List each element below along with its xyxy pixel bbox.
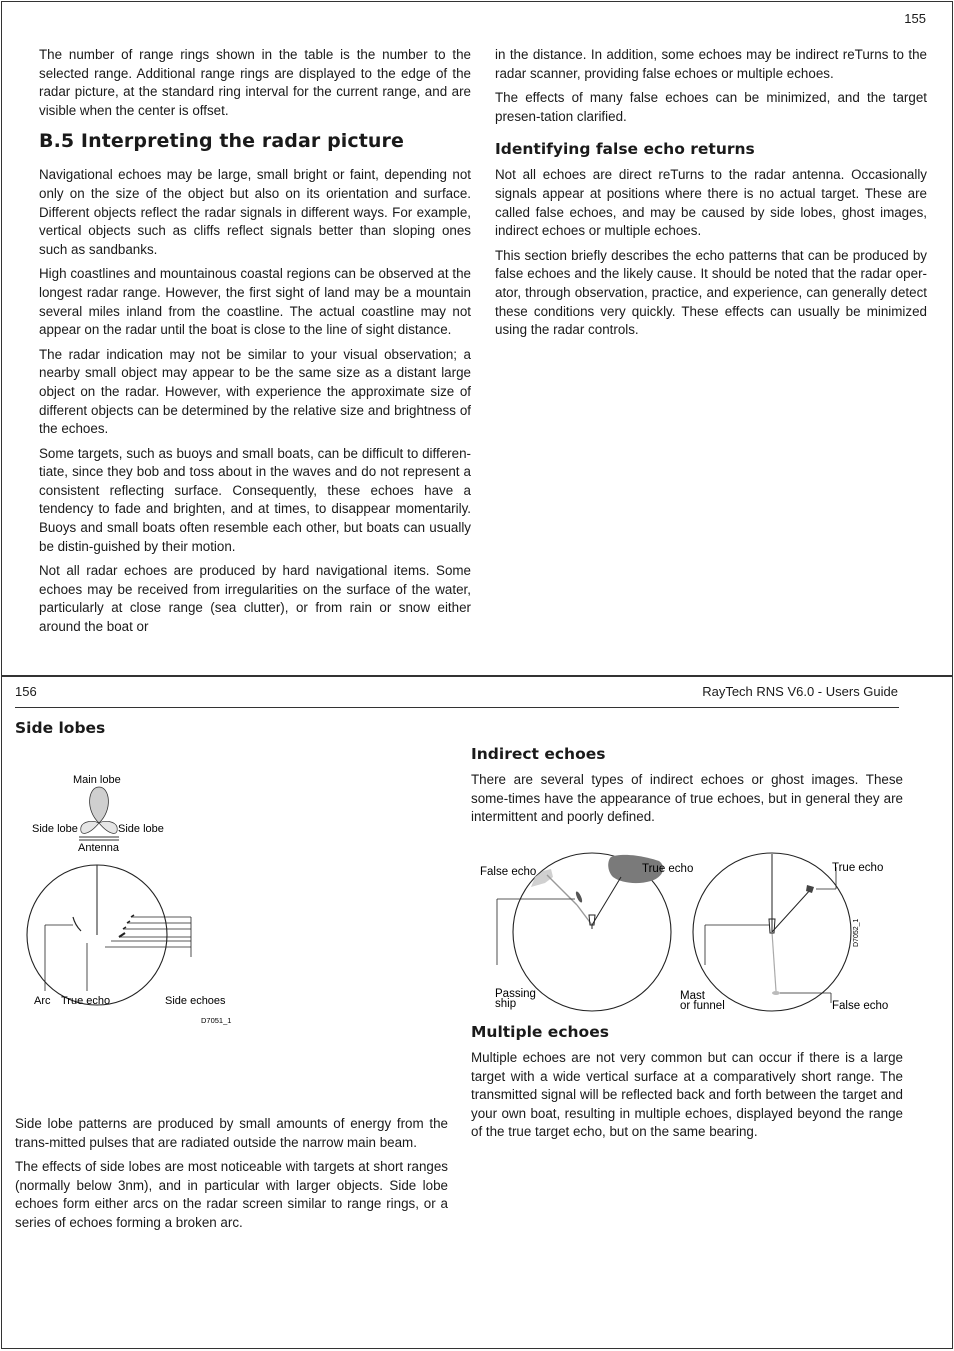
true-echo-label: True echo bbox=[61, 995, 111, 1007]
side-lobe-left-label: Side lobe bbox=[32, 823, 78, 835]
right-column-lower bbox=[471, 1009, 903, 1148]
or-funnel-label: or funnel bbox=[680, 1000, 725, 1012]
right-column bbox=[495, 46, 927, 346]
left-column bbox=[15, 705, 448, 745]
paragraph: Side lobe patterns are produced by small amounts of energy from the trans-mitted pulses that are radiated outside the narrow main beam. bbox=[15, 1116, 448, 1150]
direct-path bbox=[772, 889, 811, 932]
figure-id: D7051_1 bbox=[201, 1016, 232, 1025]
section-heading: B.5 Interpreting the radar picture bbox=[39, 130, 405, 153]
mast-label: Mast bbox=[680, 990, 705, 1002]
paragraph: There are several types of indirect echoes or ghost images. These some-times have the appearance of true echoes, but in general they are intermittent and poorly defined. bbox=[471, 772, 903, 825]
subsection-heading: Multiple echoes bbox=[471, 1023, 609, 1041]
arc-echo bbox=[73, 917, 81, 931]
left-column-text bbox=[15, 1115, 448, 1239]
paragraph: The effects of many false echoes can be minimized, and the target presen-tation clarified. bbox=[495, 90, 927, 124]
passing-ship-icon bbox=[575, 891, 584, 904]
main-lobe-label: Main lobe bbox=[73, 774, 121, 786]
subsection-heading: Side lobes bbox=[15, 719, 106, 737]
true-echo-right-label: True echo bbox=[832, 862, 884, 874]
page-155 bbox=[1, 1, 953, 676]
side-lobes-figure bbox=[15, 765, 255, 1055]
paragraph: The effects of side lobes are most noticeable with targets at short ranges (normally below 3nm), and in particular with larger objects. Side lobe echoes form either arcs on the radar screen similar to range rings, or a series of echoes forming a broken arc. bbox=[15, 1159, 448, 1230]
main-lobe-shape bbox=[90, 787, 109, 823]
indirect-echoes-figure bbox=[471, 847, 901, 1017]
side-echoes-label: Side echoes bbox=[165, 995, 226, 1007]
indirect-path bbox=[772, 932, 776, 991]
subsection-heading: Indirect echoes bbox=[471, 745, 606, 763]
paragraph: This section briefly describes the echo patterns that can be produced by false echoes and the likely cause. It should be noted that the radar oper-ator, through observation, practice, and experience, can generally detect these conditions very quickly. These effects can usually be minimized using the radar controls. bbox=[495, 247, 927, 338]
paragraph: The radar indication may not be similar to your visual observation; a nearby small object may appear to be the same size as a distant large object on the radar. However, with experience the approximate size of different objects can be determined by the relative size and brightness of the echoes. bbox=[39, 346, 471, 437]
page-number: 156 bbox=[15, 684, 37, 699]
page-number: 155 bbox=[904, 11, 926, 26]
false-echo-right-label: False echo bbox=[832, 1000, 889, 1012]
true-echo-label: True echo bbox=[642, 863, 694, 875]
paragraph: Some targets, such as buoys and small boats, can be difficult to differen-tiate, since they bob and toss about in the waves and do not represent a consistent reflecting surface. Consequently, these echoes have a tendency to fade and brighten, and at times, to disappear momentarily. Buoys and small boats often resemble each other, but boats can usually be distin-guished by their motion. bbox=[39, 445, 471, 554]
page-156 bbox=[1, 676, 953, 1349]
ship-label: ship bbox=[495, 998, 517, 1010]
own-boat-icon bbox=[589, 915, 595, 925]
paragraph: Not all echoes are direct reTurns to the radar antenna. Occasionally signals appear at positions where there is no actual target. These are called false echoes, and may be caused by side lobes, ghost images, indirect echoes or multiple echoes. bbox=[495, 167, 927, 239]
subsection-heading: Identifying false echo returns bbox=[495, 140, 755, 159]
direct-path bbox=[592, 877, 621, 925]
arc-label: Arc bbox=[34, 995, 51, 1007]
side-lobe-left-shape bbox=[81, 821, 99, 833]
left-column bbox=[39, 46, 471, 643]
side-lobe-right-label: Side lobe bbox=[118, 823, 164, 835]
passing-label: Passing bbox=[495, 988, 536, 1000]
figure-id: D7052_1 bbox=[853, 918, 860, 947]
side-lobe-right-shape bbox=[99, 821, 117, 833]
paragraph: Not all radar echoes are produced by hard navigational items. Some echoes may be received from irregularities on the surface of the water, particularly at close range (sea clutter), or from rain or snow either around the boat or bbox=[39, 563, 471, 635]
false-echo-mark bbox=[772, 991, 780, 995]
indirect-path bbox=[547, 875, 577, 905]
paragraph: The number of range rings shown in the table is the number to the selected range. Additional range rings are displayed to the edge of the radar picture, at the standard ring interval for the current range, and are visible when the center is offset. bbox=[39, 47, 471, 118]
paragraph: in the distance. In addition, some echoes may be indirect reTurns to the radar scanner, providing false echoes or multiple echoes. bbox=[495, 47, 927, 81]
true-echo-mark bbox=[806, 885, 814, 893]
right-column bbox=[471, 733, 903, 833]
false-echo-label: False echo bbox=[480, 866, 537, 878]
running-title: RayTech RNS V6.0 - Users Guide bbox=[702, 684, 898, 699]
paragraph: Multiple echoes are not very common but can occur if there is a large target with a wide vertical surface at a comparatively short range. The transmitted signal will be reflected back and forth between the target and your own boat, resulting in multiple echoes, displayed beyond the range of the true target echo, but on the same bearing. bbox=[471, 1050, 903, 1140]
paragraph: Navigational echoes may be large, small bright or faint, depending not only on the size of the object but also on its orientation and surface. Different objects reflect the radar signals in different ways. For example, vertical objects such as cliffs reflect signals better than sloping ones such as sandbanks. bbox=[39, 167, 471, 257]
antenna-label: Antenna bbox=[78, 842, 119, 854]
paragraph: High coastlines and mountainous coastal regions can be observed at the longest radar range. However, the first sight of land may be a mountain several miles inland from the coastline. The actual coastline may not appear on the radar until the boat is close to the line of sight distance. bbox=[39, 266, 471, 338]
true-echo-mark bbox=[119, 933, 125, 937]
